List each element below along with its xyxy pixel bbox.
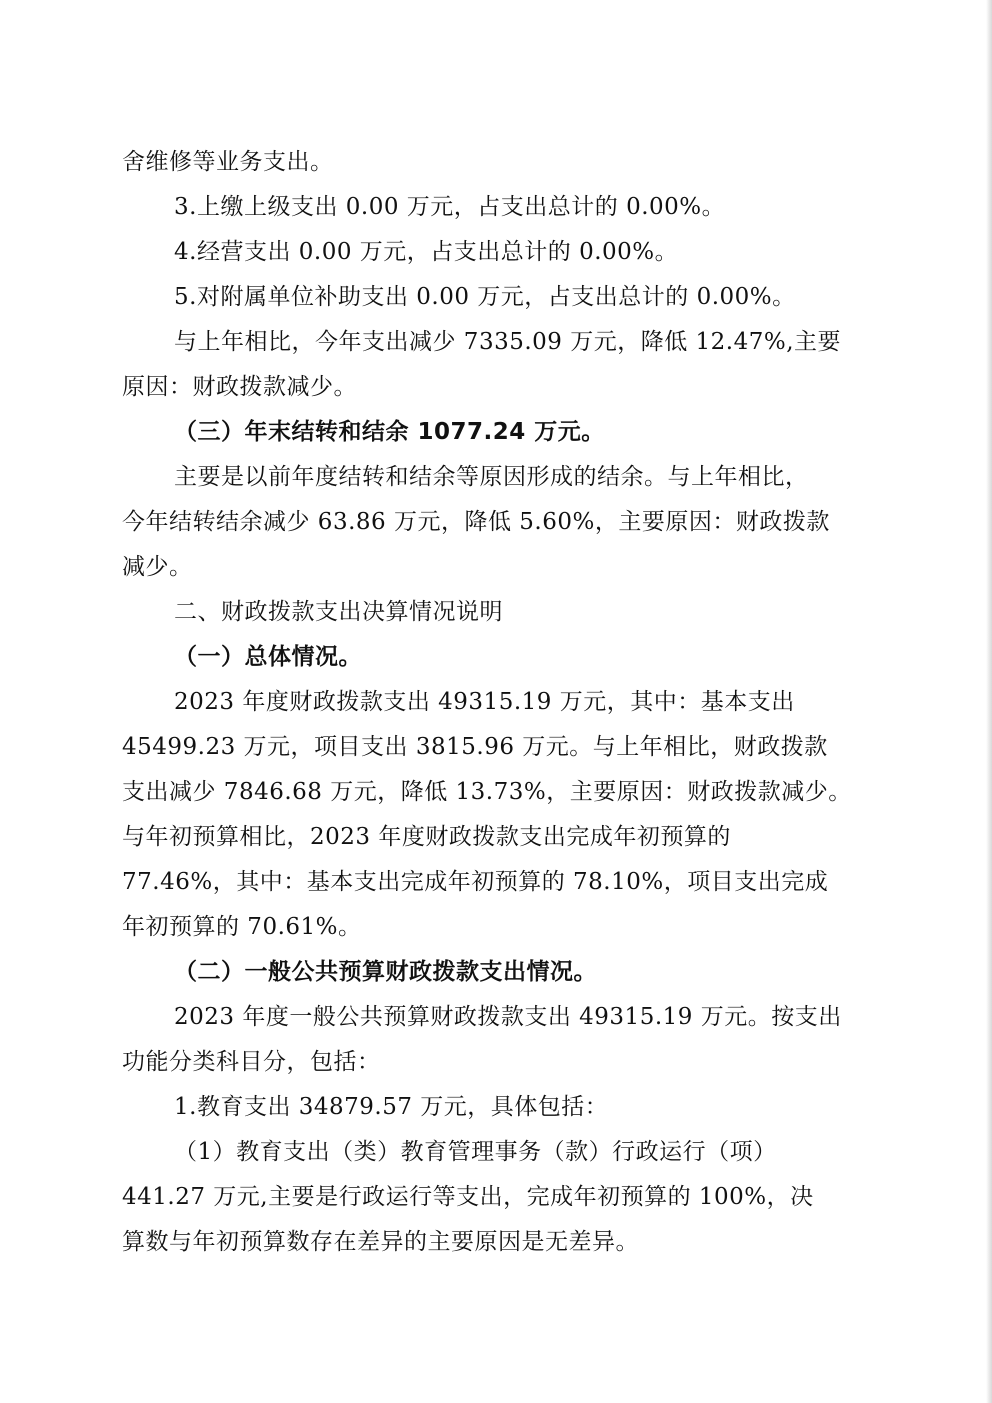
document-body: [122, 140, 870, 1265]
section-heading: （三）年末结转和结余 1077.24 万元。: [174, 419, 605, 445]
text-line: 2023 年度一般公共预算财政拨款支出 49315.19 万元。按支出: [174, 1004, 842, 1030]
text-line: 今年结转结余减少 63.86 万元，降低 5.60%，主要原因：财政拨款: [122, 509, 830, 535]
section-heading: （二）一般公共预算财政拨款支出情况。: [174, 959, 597, 985]
text-line: 减少。: [122, 554, 193, 580]
section-heading: 二、财政拨款支出决算情况说明: [174, 599, 503, 625]
text-line: 算数与年初预算数存在差异的主要原因是无差异。: [122, 1229, 639, 1255]
text-line: 支出减少 7846.68 万元，降低 13.73%，主要原因：财政拨款减少。: [122, 779, 852, 805]
text-line: 原因：财政拨款减少。: [122, 374, 357, 400]
text-line: 与年初预算相比，2023 年度财政拨款支出完成年初预算的: [122, 824, 731, 850]
text-line: 舍维修等业务支出。: [122, 149, 334, 175]
page-edge-shadow: [986, 0, 992, 1403]
text-line: 4.经营支出 0.00 万元，占支出总计的 0.00%。: [174, 239, 679, 265]
section-heading: （一）总体情况。: [174, 644, 362, 670]
text-line: 功能分类科目分，包括：: [122, 1049, 381, 1075]
text-line: 主要是以前年度结转和结余等原因形成的结余。与上年相比，: [174, 464, 809, 490]
text-line: 441.27 万元,主要是行政运行等支出，完成年初预算的 100%，决: [122, 1184, 814, 1210]
text-line: 年初预算的 70.61%。: [122, 914, 362, 940]
text-line: 77.46%，其中：基本支出完成年初预算的 78.10%，项目支出完成: [122, 869, 829, 895]
text-line: （1）教育支出（类）教育管理事务（款）行政运行（项）: [174, 1139, 777, 1165]
text-line: 2023 年度财政拨款支出 49315.19 万元，其中：基本支出: [174, 689, 795, 715]
text-line: 1.教育支出 34879.57 万元，具体包括：: [174, 1094, 609, 1120]
text-line: 3.上缴上级支出 0.00 万元，占支出总计的 0.00%。: [174, 194, 726, 220]
text-line: 与上年相比，今年支出减少 7335.09 万元，降低 12.47%,主要: [174, 329, 842, 355]
text-line: 5.对附属单位补助支出 0.00 万元，占支出总计的 0.00%。: [174, 284, 796, 310]
text-line: 45499.23 万元，项目支出 3815.96 万元。与上年相比，财政拨款: [122, 734, 828, 760]
